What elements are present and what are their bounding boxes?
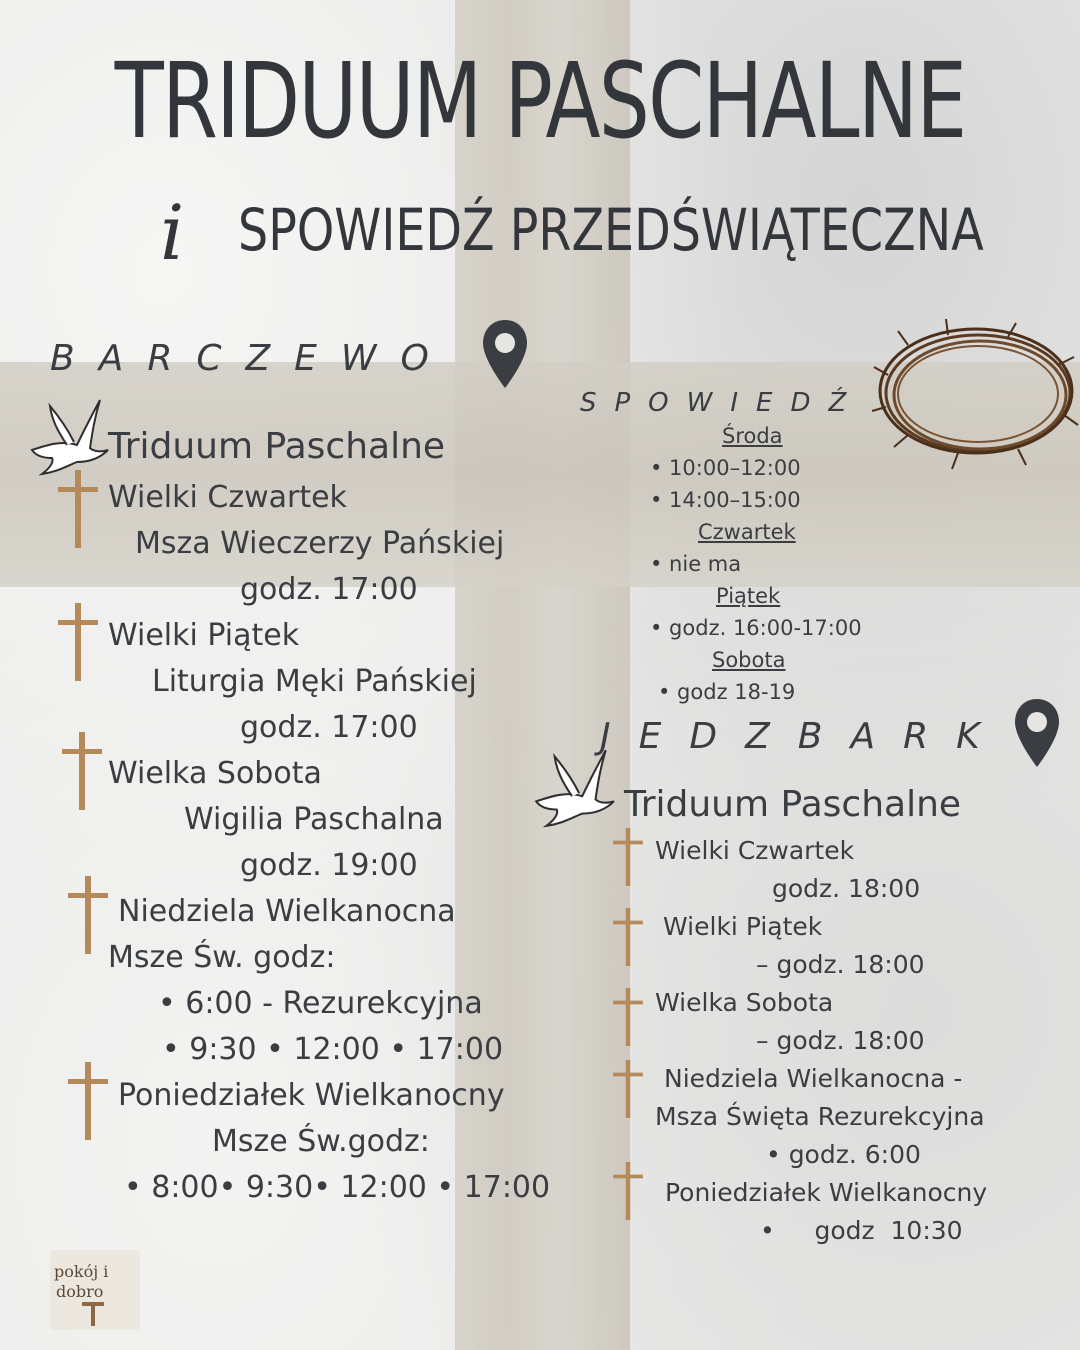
barczewo-place-label: BARCZEWO (50, 338, 453, 379)
spowiedz-day: Piątek (716, 584, 781, 608)
barczewo-mass-label: Msze Św.godz: (212, 1124, 430, 1159)
jedzbark-day: Wielki Piątek (663, 912, 823, 941)
page-subtitle: SPOWIEDŹ PRZEDŚWIĄTECZNA (238, 196, 984, 264)
jedzbark-day: Wielki Czwartek (655, 836, 855, 865)
spowiedz-time: • godz. 16:00-17:00 (650, 616, 862, 640)
barczewo-service: Wigilia Paschalna (184, 802, 444, 837)
spowiedz-day: Sobota (712, 648, 786, 672)
barczewo-day: Wielki Czwartek (108, 480, 347, 515)
barczewo-time: godz. 19:00 (240, 848, 418, 883)
cross-icon (62, 732, 102, 810)
cross-icon (68, 876, 108, 954)
jedzbark-place-label: JEDZBARK (600, 716, 1008, 757)
cross-icon (608, 988, 648, 1046)
cross-icon (58, 603, 98, 681)
page-title: TRIDUUM PASCHALNE (114, 40, 966, 162)
dove-icon (526, 740, 618, 832)
jedzbark-day: Wielka Sobota (655, 988, 834, 1017)
jedzbark-day: Poniedziałek Wielkanocny (665, 1178, 988, 1207)
barczewo-time: • 6:00 - Rezurekcyjna (158, 986, 483, 1021)
barczewo-mass-label: Msze Św. godz: (108, 940, 336, 975)
jedzbark-triduum-heading: Triduum Paschalne (624, 784, 962, 825)
location-pin-icon (480, 318, 530, 390)
subtitle-i: i (160, 188, 185, 277)
spowiedz-heading: SPOWIEDŹ (580, 388, 865, 418)
spowiedz-time: • nie ma (650, 552, 742, 576)
cross-icon (58, 470, 98, 548)
spowiedz-day: Czwartek (698, 520, 796, 544)
barczewo-service: Liturgia Męki Pańskiej (152, 664, 477, 699)
jedzbark-time: • godz 10:30 (760, 1216, 963, 1245)
cross-icon (608, 1162, 648, 1220)
cross-icon (608, 908, 648, 966)
logo-text-2: dobro (56, 1282, 104, 1301)
barczewo-time: godz. 17:00 (240, 572, 418, 607)
barczewo-day: Poniedziałek Wielkanocny (118, 1078, 505, 1113)
jedzbark-day: Niedziela Wielkanocna - (664, 1064, 963, 1093)
barczewo-time: godz. 17:00 (240, 710, 418, 745)
cross-icon (608, 828, 648, 886)
barczewo-service: Msza Wieczerzy Pańskiej (135, 526, 505, 561)
logo-text-1: pokój i (54, 1262, 109, 1281)
barczewo-triduum-heading: Triduum Paschalne (108, 426, 446, 467)
jedzbark-time: – godz. 18:00 (756, 1026, 925, 1055)
dove-icon (22, 390, 112, 480)
barczewo-day: Niedziela Wielkanocna (118, 894, 456, 929)
spowiedz-day: Środa (722, 424, 783, 448)
tau-cross-icon (80, 1300, 106, 1326)
jedzbark-time: godz. 18:00 (772, 874, 921, 903)
location-pin-icon (1012, 697, 1062, 769)
jedzbark-service: Msza Święta Rezurekcyjna (655, 1102, 985, 1131)
barczewo-day: Wielka Sobota (108, 756, 322, 791)
barczewo-time: • 9:30 • 12:00 • 17:00 (162, 1032, 504, 1067)
crown-of-thorns-icon (868, 315, 1080, 475)
spowiedz-time: • 10:00–12:00 (650, 456, 801, 480)
spowiedz-time: • 14:00–15:00 (650, 488, 801, 512)
barczewo-time: • 8:00• 9:30• 12:00 • 17:00 (124, 1170, 551, 1205)
jedzbark-time: • godz. 6:00 (766, 1140, 921, 1169)
jedzbark-time: – godz. 18:00 (756, 950, 925, 979)
cross-icon (608, 1060, 648, 1118)
parish-logo (50, 1250, 140, 1330)
barczewo-day: Wielki Piątek (108, 618, 300, 653)
spowiedz-time: • godz 18-19 (658, 680, 796, 704)
cross-icon (68, 1062, 108, 1140)
